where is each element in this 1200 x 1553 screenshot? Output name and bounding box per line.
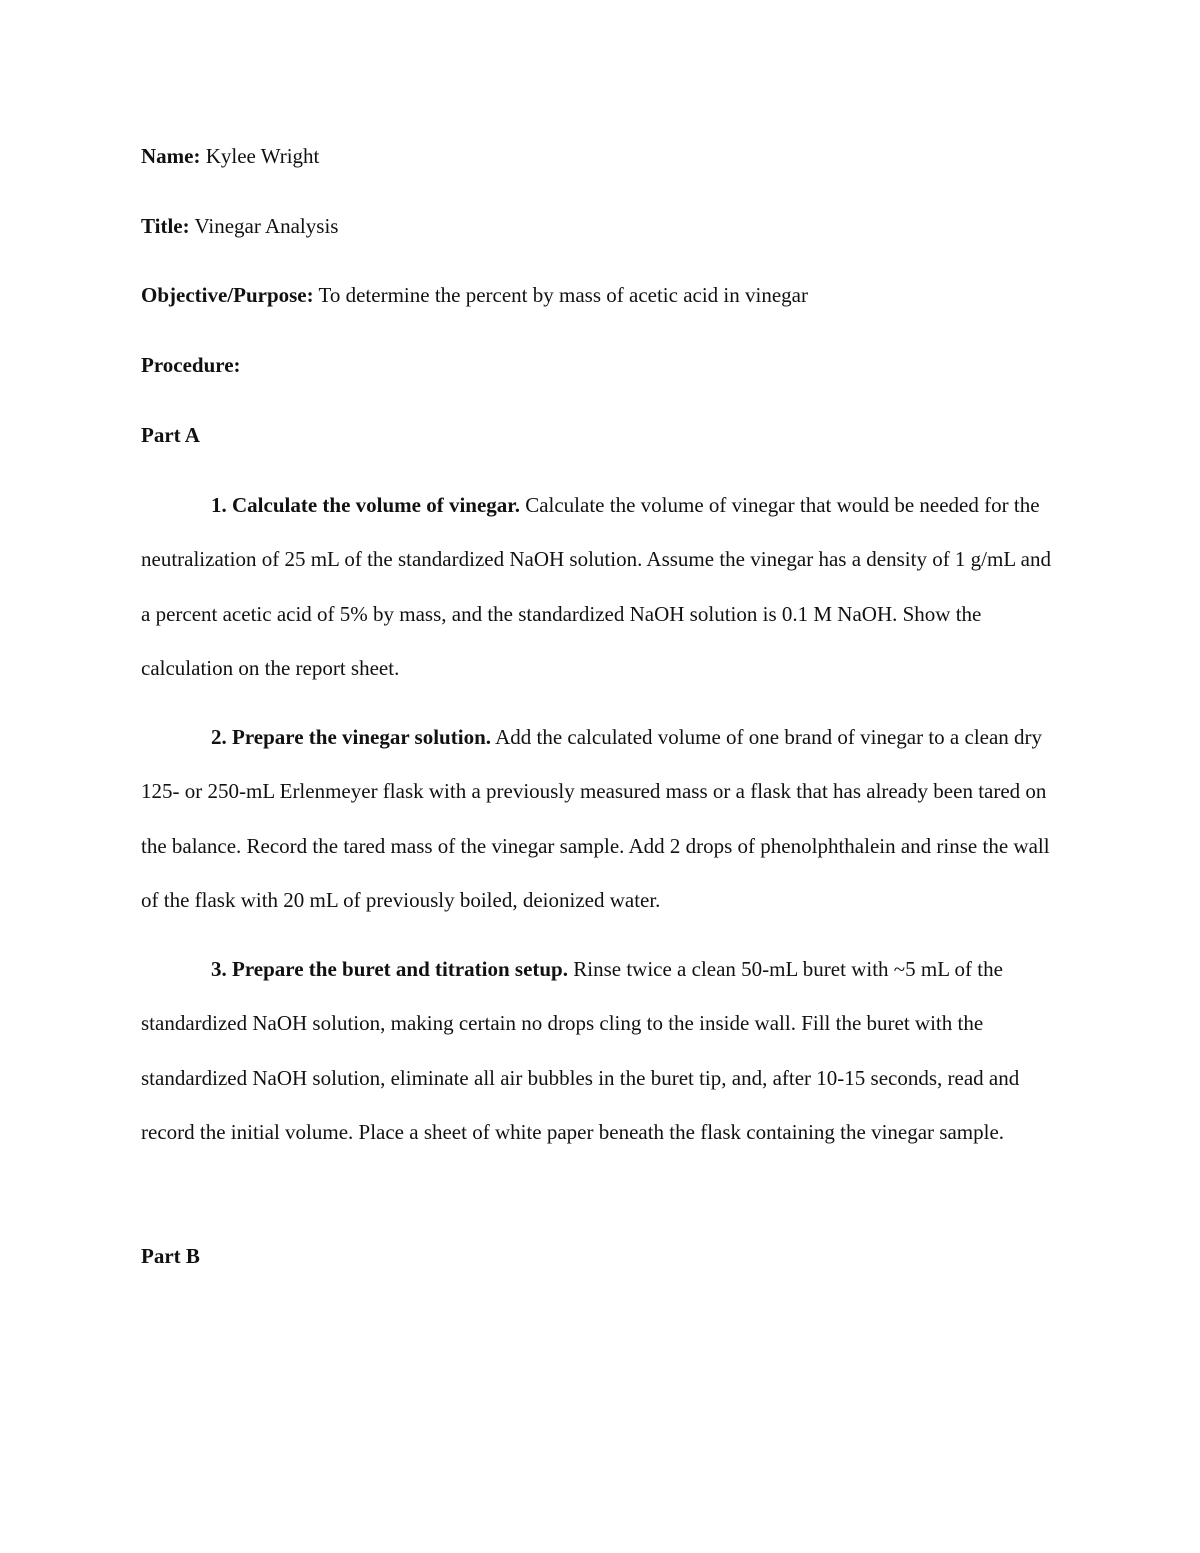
name-field (141, 141, 1061, 171)
title-value: Vinegar Analysis (189, 214, 339, 238)
step-1-text: Calculate the volume of vinegar that would be needed for the neutralization of 25 mL of the standardized NaOH solution. Assume the vinegar has a density of 1 g/mL and a percent acetic acid of 5% by mass, and the standardized NaOH solution is 0.1 M NaOH. Show the calculation on the report sheet. (141, 493, 1051, 680)
step-2-lead: 2. Prepare the vinegar solution. (211, 725, 491, 749)
title-field (141, 211, 1061, 241)
part-a-heading: Part A (141, 423, 200, 447)
procedure-step-1 (141, 478, 1053, 695)
procedure-heading: Procedure: (141, 353, 241, 377)
procedure-step-2 (141, 710, 1053, 927)
step-3-lead: 3. Prepare the buret and titration setup. (211, 957, 568, 981)
name-label: Name: (141, 144, 201, 168)
procedure-step-3 (141, 942, 1053, 1159)
name-value: Kylee Wright (200, 144, 320, 168)
step-1-lead: 1. Calculate the volume of vinegar. (211, 493, 520, 517)
objective-field (141, 280, 1061, 310)
part-b-heading: Part B (141, 1244, 200, 1268)
step-3-text: Rinse twice a clean 50-mL buret with ~5 mL of the standardized NaOH solution, making certain no drops cling to the inside wall. Fill the buret with the standardized NaOH solution, eliminate all air bubbles in the buret tip, and, after 10-15 seconds, read and record the initial volume. Place a sheet of white paper beneath the flask containing the vinegar sample. (141, 957, 1020, 1144)
step-2-text: Add the calculated volume of one brand of vinegar to a clean dry 125- or 250-mL Erlenmeyer flask with a previously measured mass or a flask that has already been tared on the balance. Record the tared mass of the vinegar sample. Add 2 drops of phenolphthalein and rinse the wall of the flask with 20 mL of previously boiled, deionized water. (141, 725, 1050, 912)
title-label: Title: (141, 214, 190, 238)
objective-value: To determine the percent by mass of acetic acid in vinegar (313, 283, 808, 307)
objective-label: Objective/Purpose: (141, 283, 314, 307)
